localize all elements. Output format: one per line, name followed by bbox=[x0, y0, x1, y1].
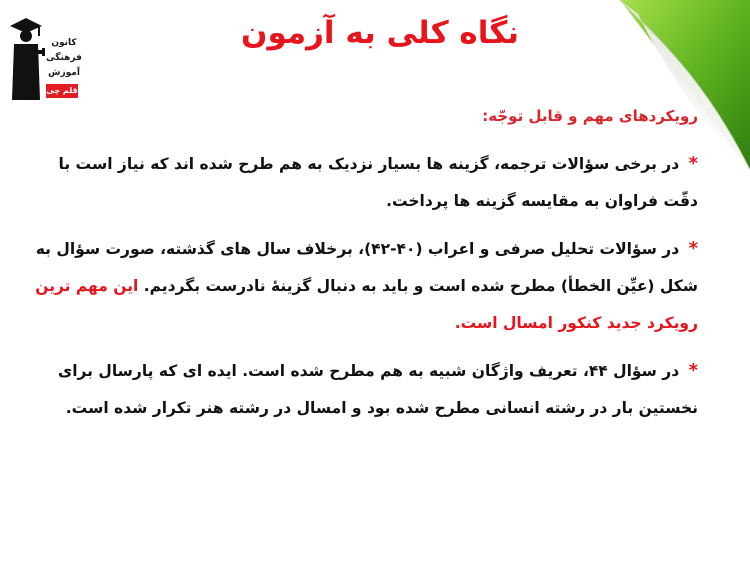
paragraph-3 bbox=[20, 352, 698, 427]
logo-line-3: آموزش bbox=[48, 68, 80, 78]
bullet-star-icon: * bbox=[688, 153, 698, 174]
paragraph-3-text: در سؤال ۴۴، تعریف واژگان شبیه به هم مطرح شده است. ایده ای که پارسال برای نخستین بار در رشته انسانی مطرح شده بود و امسال در رشته هنر تکرار شده است. bbox=[58, 362, 698, 417]
logo-line-2: فرهنگی bbox=[46, 53, 82, 63]
kanoon-logo bbox=[8, 12, 82, 104]
subheading: رویکردهای مهم و قابل توجّه: bbox=[482, 107, 698, 125]
slide-content bbox=[20, 105, 698, 437]
paragraph-2 bbox=[20, 230, 698, 342]
slide-title: نگاه کلی به آزمون bbox=[240, 15, 520, 51]
bullet-star-icon: * bbox=[688, 238, 698, 259]
logo-badge: قلم چی bbox=[46, 84, 78, 98]
paragraph-1 bbox=[20, 145, 698, 220]
paragraph-1-text: در برخی سؤالات ترجمه، گزینه ها بسیار نزدیک به هم طرح شده اند که نیاز است با دقّت فراوان به مقایسه گزینه ها پرداخت. bbox=[58, 155, 698, 210]
paragraph-2-highlight: این مهم ترین رویکرد جدید کنکور امسال است. bbox=[35, 277, 698, 332]
paragraph-2-text: در سؤالات تحلیل صرفی و اعراب (۴۰-۴۲)، برخلاف سال های گذشته، صورت سؤال به شکل (عیِّن الخطأ) مطرح شده است و باید به دنبال گزینهٔ نادرست بگردیم. bbox=[35, 240, 698, 295]
logo-line-1: کانون bbox=[51, 38, 77, 48]
bullet-star-icon: * bbox=[688, 360, 698, 381]
